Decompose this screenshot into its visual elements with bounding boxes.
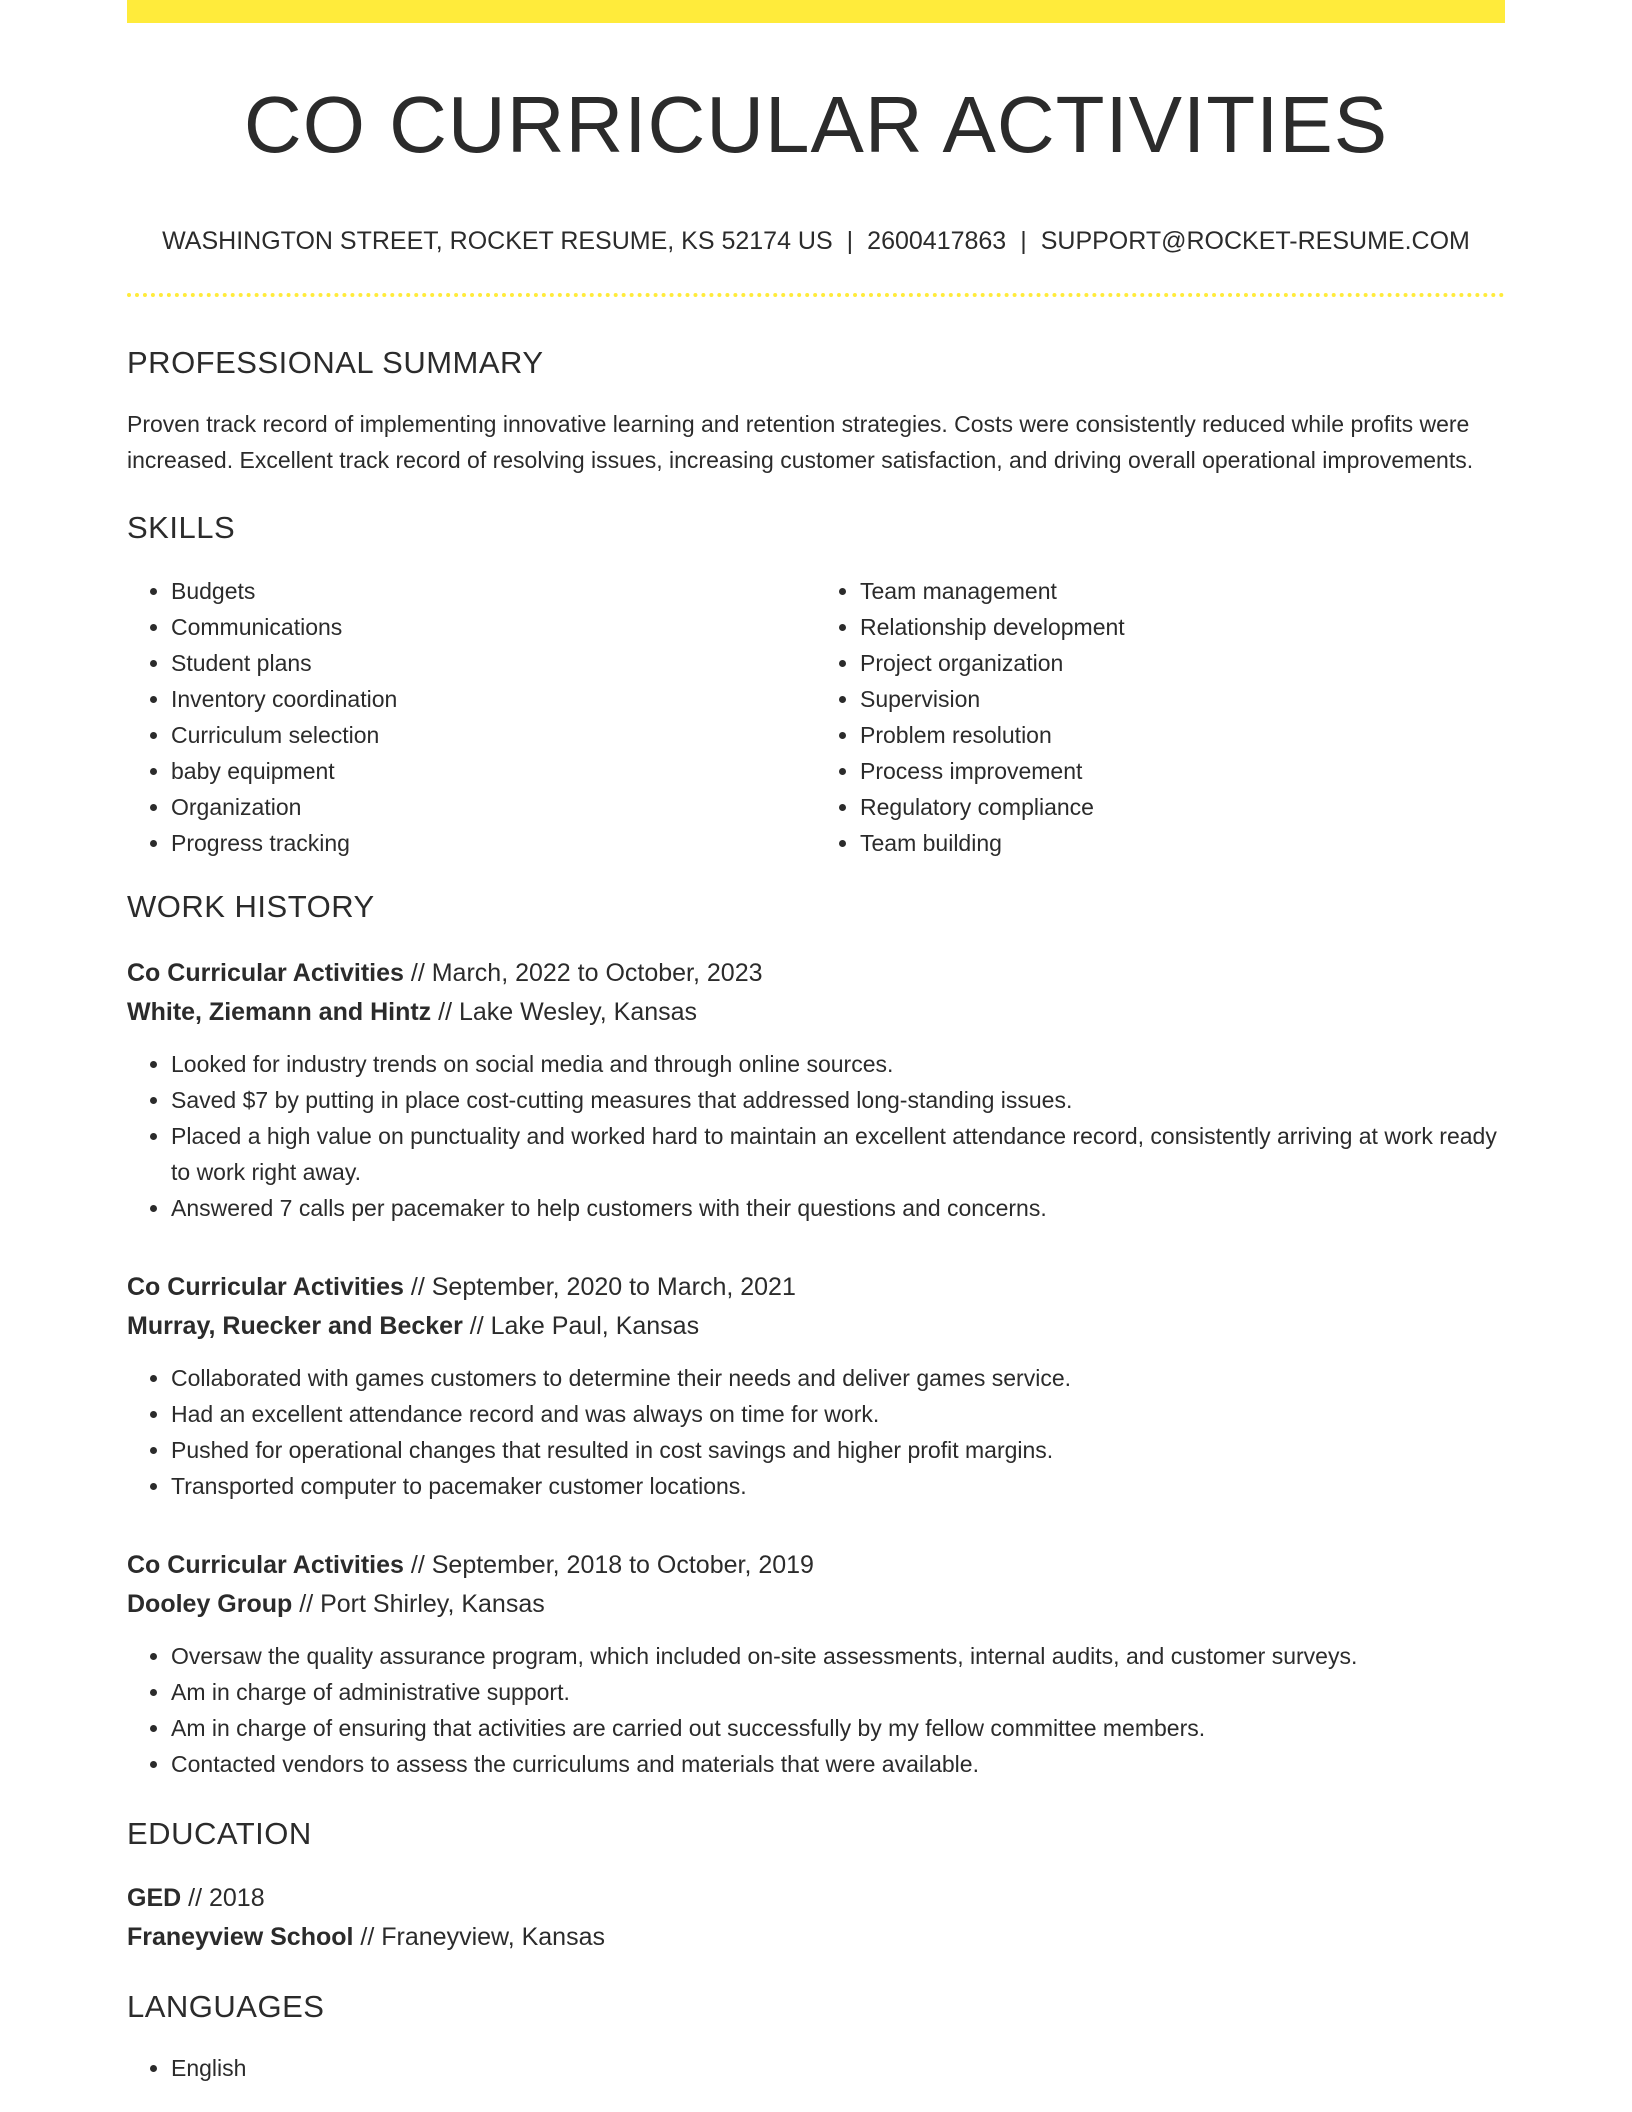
skill-item: • Process improvement	[860, 753, 1505, 789]
skill-item: • Budgets	[171, 573, 816, 609]
education-school: Franeyview School	[127, 1923, 354, 1951]
skill-item: • baby equipment	[171, 753, 816, 789]
job-company-line	[127, 993, 1505, 1032]
skills-list-right	[816, 573, 1505, 861]
job-role: Co Curricular Activities	[127, 959, 404, 987]
skill-item: • Student plans	[171, 645, 816, 681]
education-location: Franeyview, Kansas	[381, 1923, 605, 1951]
delimiter: //	[403, 1273, 432, 1301]
skill-item: • Inventory coordination	[171, 681, 816, 717]
skill-item: • Team building	[860, 825, 1505, 861]
skill-item: • Problem resolution	[860, 717, 1505, 753]
skills-heading: SKILLS	[127, 510, 236, 545]
job-bullet: • Looked for industry trends on social media and through online sources.	[171, 1046, 1505, 1082]
contact-email: SUPPORT@ROCKET-RESUME.COM	[1040, 227, 1470, 255]
education-entry	[127, 1879, 1505, 1957]
summary-heading: PROFESSIONAL SUMMARY	[127, 345, 544, 380]
job-entry	[127, 1268, 1505, 1504]
delimiter: //	[431, 998, 459, 1026]
education-degree-line	[127, 1879, 1505, 1918]
job-bullet: • Am in charge of administrative support.	[171, 1674, 1505, 1710]
job-bullet: • Am in charge of ensuring that activities are carried out successfully by my fellow committee members.	[171, 1710, 1505, 1746]
contact-separator: |	[1020, 227, 1027, 255]
language-item: • English	[171, 2050, 1505, 2086]
languages-heading: LANGUAGES	[127, 1989, 325, 2024]
skill-item: • Supervision	[860, 681, 1505, 717]
job-bullet: • Answered 7 calls per pacemaker to help customers with their questions and concerns.	[171, 1190, 1505, 1226]
job-location: Lake Paul, Kansas	[490, 1312, 700, 1340]
job-bullets	[127, 1046, 1505, 1226]
job-location: Lake Wesley, Kansas	[458, 998, 698, 1026]
skill-item: • Communications	[171, 609, 816, 645]
job-dates: September, 2020 to March, 2021	[431, 1273, 796, 1301]
dotted-divider	[127, 293, 1505, 297]
job-dates: March, 2022 to October, 2023	[431, 959, 763, 987]
contact-line	[127, 229, 1505, 254]
languages-list	[127, 2050, 1505, 2086]
delimiter: //	[403, 1551, 432, 1579]
skill-item: • Progress tracking	[171, 825, 816, 861]
job-entry	[127, 954, 1505, 1226]
skill-item: • Relationship development	[860, 609, 1505, 645]
job-location: Port Shirley, Kansas	[320, 1590, 545, 1618]
job-company: White, Ziemann and Hintz	[127, 998, 432, 1026]
job-bullets	[127, 1360, 1505, 1504]
resume-name: CO CURRICULAR ACTIVITIES	[243, 80, 1389, 169]
work-history-heading: WORK HISTORY	[127, 889, 375, 924]
contact-phone: 2600417863	[867, 227, 1007, 255]
education-degree: GED	[127, 1884, 182, 1912]
education-school-line	[127, 1918, 1505, 1957]
job-bullet: • Contacted vendors to assess the curriculums and materials that were available.	[171, 1746, 1505, 1782]
skill-item: • Organization	[171, 789, 816, 825]
job-title-line	[127, 1268, 1505, 1307]
job-bullet: • Saved $7 by putting in place cost-cutting measures that addressed long-standing issues.	[171, 1082, 1505, 1118]
job-bullet: • Had an excellent attendance record and was always on time for work.	[171, 1396, 1505, 1432]
delimiter: //	[292, 1590, 321, 1618]
job-entry	[127, 1546, 1505, 1782]
job-dates: September, 2018 to October, 2019	[431, 1551, 814, 1579]
job-role: Co Curricular Activities	[127, 1273, 404, 1301]
job-role: Co Curricular Activities	[127, 1551, 404, 1579]
education-heading: EDUCATION	[127, 1816, 312, 1851]
skill-item: • Project organization	[860, 645, 1505, 681]
job-bullet: • Pushed for operational changes that resulted in cost savings and higher profit margins.	[171, 1432, 1505, 1468]
job-title-line	[127, 1546, 1505, 1585]
job-bullet: • Transported computer to pacemaker customer locations.	[171, 1468, 1505, 1504]
job-company: Murray, Ruecker and Becker	[127, 1312, 463, 1340]
job-company-line	[127, 1307, 1505, 1346]
delimiter: //	[353, 1923, 382, 1951]
skill-item: • Team management	[860, 573, 1505, 609]
contact-separator: |	[846, 227, 854, 255]
skills-columns	[127, 573, 1505, 861]
delimiter: //	[181, 1884, 209, 1912]
summary-text: Proven track record of implementing innovative learning and retention strategies. Costs were consistently reduced while profits were increased. Excellent track record of resolving issues, increasing customer satisfaction, and driving overall operational improvements.	[127, 411, 1474, 473]
skills-list-left	[127, 573, 816, 861]
job-bullet: • Oversaw the quality assurance program, which included on-site assessments, internal audits, and customer surveys.	[171, 1638, 1505, 1674]
skill-item: • Curriculum selection	[171, 717, 816, 753]
job-company: Dooley Group	[127, 1590, 293, 1618]
delimiter: //	[403, 959, 432, 987]
job-title-line	[127, 954, 1505, 993]
contact-address: WASHINGTON STREET, ROCKET RESUME, KS 52174 US	[162, 227, 833, 255]
accent-top-bar	[127, 0, 1505, 23]
job-bullet: • Placed a high value on punctuality and worked hard to maintain an excellent attendance record, consistently arriving at work ready to work right away.	[171, 1118, 1505, 1190]
job-company-line	[127, 1585, 1505, 1624]
skill-item: • Regulatory compliance	[860, 789, 1505, 825]
job-bullets	[127, 1638, 1505, 1782]
education-year: 2018	[208, 1884, 265, 1912]
job-bullet: • Collaborated with games customers to determine their needs and deliver games service.	[171, 1360, 1505, 1396]
delimiter: //	[462, 1312, 491, 1340]
